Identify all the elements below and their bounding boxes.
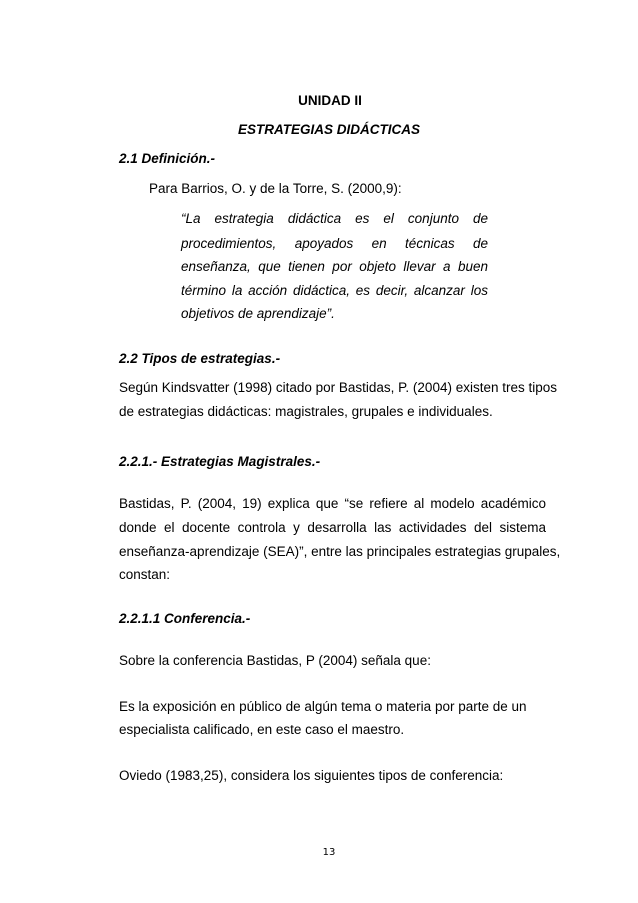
page-number: 13 [322, 847, 336, 858]
section-2-2-heading: 2.2 Tipos de estrategias.- [119, 351, 281, 366]
paragraph-line: Según Kindsvatter (1998) citado por Bastidas, P. (2004) existen tres tipos [119, 380, 557, 395]
section-2-2-1-1-heading: 2.2.1.1 Conferencia.- [119, 611, 251, 626]
paragraph-line: constan: [119, 567, 171, 582]
paragraph-line: especialista calificado, en este caso el maestro. [119, 722, 405, 737]
section-2-1-intro: Para Barrios, O. y de la Torre, S. (2000,9): [149, 181, 402, 196]
paragraph-line: Bastidas, P. (2004, 19) explica que “se refiere al modelo académico [119, 496, 546, 511]
section-2-1-heading: 2.1 Definición.- [119, 151, 216, 166]
paragraph-line: enseñanza-aprendizaje (SEA)”, entre las principales estrategias grupales, [119, 544, 561, 559]
quote-line: “La estrategia didáctica es el conjunto de [181, 211, 488, 226]
unit-subtitle: ESTRATEGIAS DIDÁCTICAS [237, 122, 420, 137]
unit-title: UNIDAD II [298, 93, 362, 108]
paragraph-line: donde el docente controla y desarrolla las actividades del sistema [119, 520, 546, 535]
quote-line: enseñanza, que tienen por objeto llevar a buen [181, 259, 488, 274]
quote-line: procedimientos, apoyados en técnicas de [181, 236, 488, 251]
paragraph-line: Es la exposición en público de algún tema o materia por parte de un [119, 699, 527, 714]
conference-intro: Sobre la conferencia Bastidas, P (2004) señala que: [119, 653, 431, 668]
paragraph-line: de estrategias didácticas: magistrales, grupales e individuales. [119, 404, 493, 419]
quote-line: término la acción didáctica, es decir, alcanzar los [181, 283, 488, 298]
section-2-2-1-heading: 2.2.1.- Estrategias Magistrales.- [119, 454, 321, 469]
quote-line: objetivos de aprendizaje”. [181, 306, 335, 321]
conference-types-intro: Oviedo (1983,25), considera los siguientes tipos de conferencia: [119, 768, 504, 783]
